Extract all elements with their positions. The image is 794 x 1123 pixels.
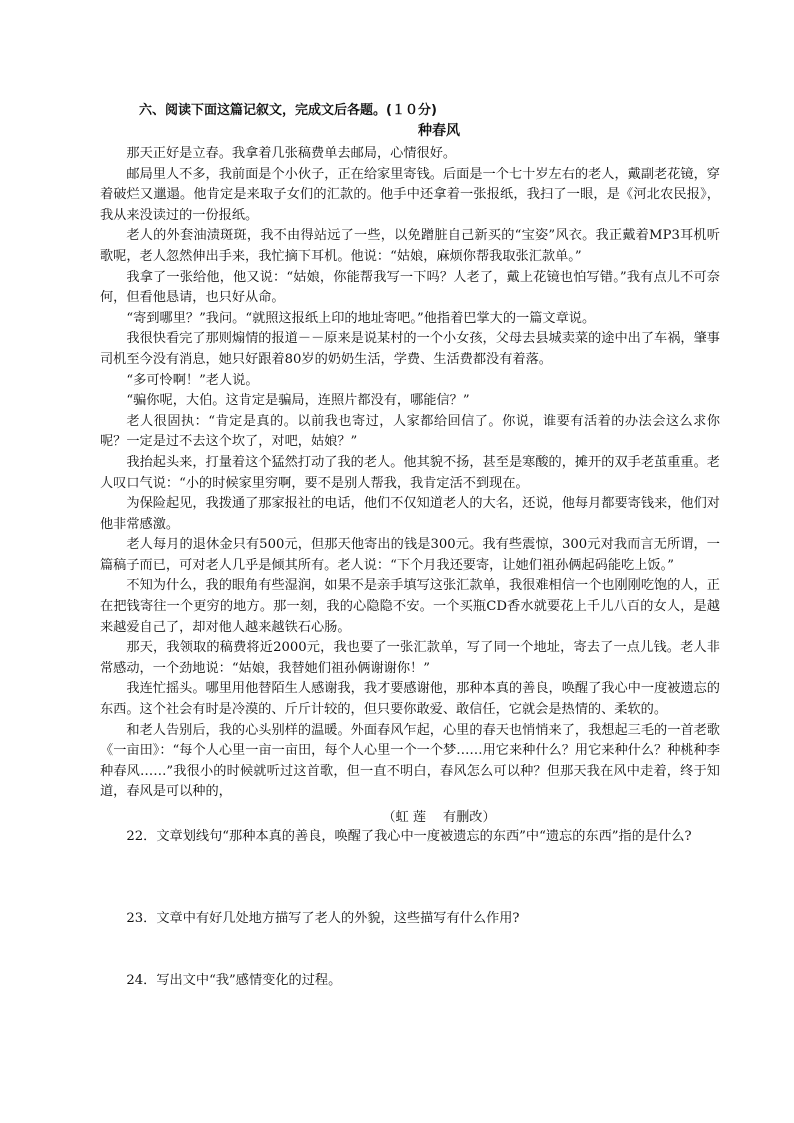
paragraph: 老人每月的退休金只有500元，但那天他寄出的钱是300元。我有些震惊，300元对我而言无所谓，一篇稿子而已，可对老人几乎是倾其所有。老人说：“下个月我还要寄，让她们祖孙俩起码能吃上饭。” xyxy=(100,537,720,573)
paragraph: “骗你呢，大伯。这肯定是骗局，连照片都没有，哪能信？” xyxy=(126,393,470,409)
article-title-text: 种春风 xyxy=(418,123,460,139)
paragraph: 我抬起头来，打量着这个猛然打动了我的老人。他其貌不扬，甚至是寒酸的，摊开的双手老茧重重。老人叹口气说：“小的时候家里穷啊，要不是别人帮我，我肯定活不到现在。 xyxy=(100,454,720,491)
article-source xyxy=(0,806,794,825)
question-22: 22．文章划线句“那种本真的善良，唤醒了我心中一度被遗忘的东西”中“遗忘的东西”指的是什么? xyxy=(126,829,692,844)
paragraph: 老人很固执：“肯定是真的。以前我也寄过，人家都给回信了。你说，谁要有活着的办法会这么求你呢？一定是过不去这个坎了，对吧，姑娘？” xyxy=(100,413,720,450)
section-heading: 六、阅读下面这篇记叙文，完成文后各题。(１０分) xyxy=(139,103,437,118)
paragraph: 我连忙摇头。哪里用他替陌生人感谢我，我才要感谢他，那种本真的善良，唤醒了我心中一度被遗忘的东西。这个社会有时是冷漠的、斤斤计较的，但只要你敢爱、敢信任，它就会是热情的、柔软的。 xyxy=(100,681,720,718)
article-source-text: （虹 莲 有删改） xyxy=(382,810,496,825)
paragraph: 老人的外套油渍斑斑，我不由得站远了一些，以免蹭脏自己新买的“宝姿”风衣。我正戴着MP3耳机听歌呢，老人忽然伸出手来，我忙摘下耳机。他说：“姑娘，麻烦你帮我取张汇款单。” xyxy=(100,228,720,264)
paragraph: 为保险起见，我拨通了那家报社的电话，他们不仅知道老人的大名，还说，他每月都要寄钱来，他们对他非常感激。 xyxy=(100,496,720,532)
paragraph: “寄到哪里？”我问。“就照这报纸上印的地址寄吧。”他指着巴掌大的一篇文章说。 xyxy=(126,310,596,326)
paragraph: “多可怜啊！”老人说。 xyxy=(126,372,259,388)
article-body xyxy=(100,144,720,803)
paragraph: 不知为什么，我的眼角有些湿润，如果不是亲手填写这张汇款单，我很难相信一个也刚刚吃饱的人，正在把钱寄往一个更穷的地方。那一刻，我的心隐隐不安。一个买瓶CD香水就要花上千儿八百的女人，是越来越爱自己了，却对他人越来越铁石心肠。 xyxy=(100,578,720,635)
question-24: 24．写出文中“我”感情变化的过程。 xyxy=(126,973,342,988)
paragraph: 邮局里人不多，我前面是个小伙子，正在给家里寄钱。后面是一个七十岁左右的老人，戴副老花镜，穿着破烂又邋遢。他肯定是来取子女们的汇款的。他手中还拿着一张报纸，我扫了一眼，是《河北农民报》，我从来没读过的一份报纸。 xyxy=(100,166,720,223)
article-title xyxy=(0,120,794,140)
question-23: 23．文章中有好几处地方描写了老人的外貌，这些描写有什么作用? xyxy=(126,911,520,926)
paragraph: 那天正好是立春。我拿着几张稿费单去邮局，心情很好。 xyxy=(126,146,457,161)
paragraph: 那天，我领取的稿费将近2000元，我也要了一张汇款单，写了同一个地址，寄去了一点儿钱。老人非常感动，一个劲地说：“姑娘，我替她们祖孙俩谢谢你！” xyxy=(100,640,720,676)
paragraph: 我拿了一张给他，他又说：“姑娘，你能帮我写一下吗？人老了，戴上花镜也怕写错。”我有点儿不可奈何，但看他恳请，也只好从命。 xyxy=(100,269,720,306)
paragraph: 和老人告别后，我的心头别样的温暖。外面春风乍起，心里的春天也悄悄来了，我想起三毛的一首老歌《一亩田》：“每个人心里一亩一亩田，每个人心里一个一个梦……用它来种什么？用它来种什么？种桃种李种春风……”我很小的时候就听过这首歌，但一直不明白，春风怎么可以种？但那天我在风中走着，终于知道，春风是可以种的， xyxy=(100,722,720,800)
paragraph: 我很快看完了那则煽情的报道－－原来是说某村的一个小女孩，父母去县城卖菜的途中出了车祸，肇事司机至今没有消息，她只好跟着80岁的奶奶生活，学费、生活费都没有着落。 xyxy=(100,331,720,367)
